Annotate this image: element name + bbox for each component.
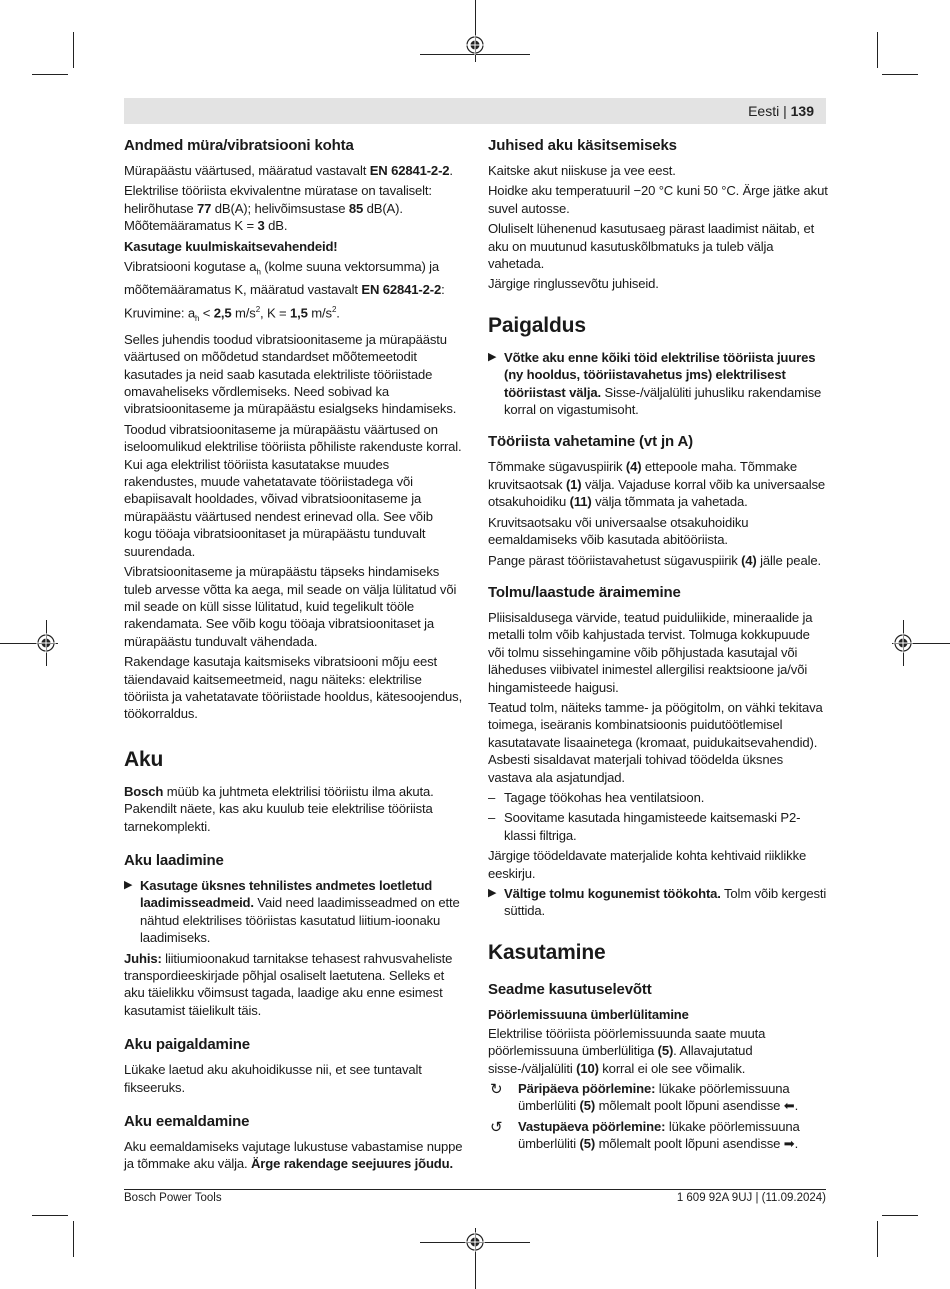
paragraph: Kruvimine: $a_h < 2,5$ $m/s^2$, K = 1,5 $m/s^2$. [124, 305, 340, 324]
paragraph: Elektrilise tööriista ekvivalentne müratase on tavaliselt: helirõhutase 77 dB(A); helivõimsustase 85 dB(A). Mõõtemääramatus K = 3 dB. [124, 183, 432, 234]
paragraph: Rakendage kasutaja kaitsmiseks vibratsiooni mõju eest täiendavaid kaitsemeetmeid, nagu näiteks: elektrilise tööriista ja vahetatavate tööriistade hooldus, kätesoojendus, töökorraldus. [124, 654, 463, 722]
chapter-title-kasutamine: Kasutamine [488, 940, 606, 964]
section-title-kasitsemine: Juhised aku käsitsemiseks [488, 137, 677, 154]
footer-brand: Bosch Power Tools [124, 1192, 222, 1204]
registration-mark-icon [36, 633, 56, 653]
crop-mark [877, 32, 878, 68]
paragraph: Pliisisaldusega värvide, teatud puiduliikide, mineraalide ja metalli tolm võib kahjustada tervist. Tolmuga kokkupuude või tolmu sissehingamine võib põhjustada kasutajal või läheduses viibivatel inimestel allergilisi reaktsioone ja/või hingamisteede haigusi. [488, 609, 813, 695]
chapter-title-aku: Aku [124, 747, 164, 771]
paragraph: Pange pärast tööriistavahetust sügavuspiirik (4) jälle peale. [488, 552, 821, 568]
paragraph: Järgige ringlussevõtu juhiseid. [488, 276, 659, 292]
page-number: 139 [790, 103, 814, 119]
crop-mark [32, 74, 68, 75]
crop-mark [882, 1215, 918, 1216]
paragraph: Vibratsioonitaseme ja mürapäästu täpseks hindamiseks tuleb arvesse võtta ka aega, mil seade on välja lülitatud või mil seade on küll sisse lülitatud, kuid tegelikult tööle rakendamata. See võib kogu tööaja vibratsioonitaset ja mürapäästu tunduvalt vähendada. [124, 564, 457, 649]
section-aku-laadimine [124, 851, 464, 1019]
paragraph: Tõmmake sügavuspiirik (4) ettepoole maha. Tõmmake kruvitsaotsak (1) välja. Vajaduse korral võib ka universaalse otsakuhoidiku (11) välja tõmmata ja vahetada. [488, 459, 826, 510]
counterclockwise-rotation-icon: ↺ [490, 1118, 503, 1136]
crop-mark [32, 1215, 68, 1216]
rotation-item-counterclockwise: ↺ Vastupäeva pöörlemine: lükake pöörlemissuuna ümberlüliti (5) mõlemalt poolt lõpuni asendisse ➡. [490, 1118, 800, 1152]
bullet-item: ▶ Vältige tolmu kogunemist töökohta. Tolm võib kergesti süttida. [488, 886, 827, 919]
paragraph: Teatud tolm, näiteks tamme- ja pöögitolm, on vähki tekitava toimega, iseäranis kombinatsioonis puidutöötlemisel kasutatavate lisaainetega (kromaat, puidukaitsevahendid). Asbesti sisaldavat materjali tohivad töödelda üksnes vastava ala asjatundjad. [488, 699, 823, 785]
rotation-item-clockwise: ↻ Päripäeva pöörlemine: lükake pöörlemissuuna ümberlüliti (5) mõlemalt poolt lõpuni asendisse ⬅. [490, 1081, 799, 1114]
paragraph: Lükake laetud aku akuhoidikusse nii, et see tuntavalt fikseeruks. [124, 1062, 422, 1095]
section-aku-paigaldamine [124, 1035, 464, 1096]
right-column [488, 136, 828, 1156]
crop-mark [877, 1221, 878, 1257]
warning-text: Kasutage kuulmiskaitsevahendeid! [124, 238, 338, 254]
bullet-item: ▶ Kasutage üksnes tehnilistes andmetes loetletud laadimisseadmeid. Vaid need laadimisseadmed on ette nähtud elektrilises tööriistas kasutatud liitium-ioonaku laadimiseks. [124, 877, 460, 946]
section-title: Tööriista vahetamine (vt jn A) [488, 433, 693, 451]
left-column [124, 136, 464, 1176]
header-bar [124, 98, 826, 124]
section-title: Tolmu/laastude äraimemine [488, 583, 681, 601]
section-aku-eemaldamine [124, 1112, 464, 1173]
arrow-right-icon: ➡ [783, 1136, 795, 1152]
paragraph: Oluliselt lühenenud kasutusaeg pärast laadimist näitab, et aku on muutunud kasutuskõlbmatuks ja tuleb välja vahetada. [488, 221, 815, 272]
arrow-left-icon: ⬅ [783, 1098, 795, 1114]
header-separator: | [779, 103, 791, 119]
paragraph: Elektrilise tööriista pöörlemissuunda saate muuta pöörlemissuuna ümberlülitiga (5). Allavajutatud sisse-/väljalüliti (10) korral ei ole see võimalik. [488, 1025, 766, 1076]
section-title: Aku paigaldamine [124, 1036, 250, 1054]
paragraph: Selles juhendis toodud vibratsioonitaseme ja mürapäästu väärtused on mõõdetud standardset mõõtemeetodit kasutades ja neid saab kasutada elektriliste tööriistade omavaheliseks võrdlemiseks. Need sobivad ka vibratsioonitaseme ja mürapäästu esialgseks hindamiseks. [124, 331, 457, 417]
page-header [748, 103, 814, 119]
header-language: Eesti [748, 103, 780, 119]
paragraph: Toodud vibratsioonitaseme ja mürapäästu väärtused on iseloomulikud elektrilise tööriista põhiliste rakenduste korral. Kui aga elektrilist tööriista kasutatakse muudes rakendustes, muude vahetatavate tööriistadega või ebapiisavalt hooldades, võivad vibratsioonitaseme ja mürapäästu väärtused nendest erinevad olla. See võib kogu tööaja vibratsioonitaset ja mürapäästu tunduvalt suurendada. [124, 421, 462, 559]
note-paragraph: Juhis: liitiumioonakud tarnitakse tehasest rahvusvaheliste transpordieeskirjade põhjal osaliselt laetutena. Selleks et aku täielikku võimsust tagada, laadige aku enne esimest kasutamist täielikult täis. [124, 950, 453, 1018]
clockwise-rotation-icon: ↻ [490, 1081, 503, 1099]
crop-mark [882, 74, 918, 75]
section-title: Seadme kasutuselevõtt [488, 980, 652, 998]
triangle-bullet-icon: ▶ [488, 887, 497, 899]
paragraph: Aku eemaldamiseks vajutage lukustuse vabastamise nuppe ja tõmmake aku välja. Ärge rakendage seejuures jõudu. [124, 1139, 463, 1172]
crop-mark [73, 1221, 74, 1257]
triangle-bullet-icon: ▶ [124, 878, 133, 891]
paragraph: Mürapäästu väärtused, määratud vastavalt EN 62841-2-2. [124, 163, 453, 178]
dash-bullet: – [488, 789, 496, 805]
bullet-item: ▶ Võtke aku enne kõiki töid elektrilise tööriista juures (ny hooldus, tööriistavahetus jms) elektrilisest tööriistast välja. Sisse-/väljalüliti juhusliku rakendamise korral on vigastumisoht. [488, 349, 822, 418]
paragraph: Kaitske akut niiskuse ja vee eest. [488, 163, 676, 178]
subsection-title: Pöörlemissuuna ümberlülitamine [488, 1006, 689, 1022]
paragraph: Kruvitsaotsaku või universaalse otsakuhoidiku eemaldamiseks võib kasutada abitööriista. [488, 514, 749, 548]
registration-mark-icon [893, 633, 913, 653]
section-title: Aku laadimine [124, 851, 224, 869]
section-vahetamine [488, 432, 828, 568]
paragraph: Hoidke aku temperatuuril −20 °C kuni 50 °C. Ärge jätke akut suvel autosse. [488, 183, 828, 216]
dash-item: – Soovitame kasutada hingamisteede kaitsemaski P2-klassi filtriga. [488, 810, 801, 843]
dash-bullet: – [488, 810, 496, 826]
section-title: Aku eemaldamine [124, 1113, 250, 1131]
footer-rule [124, 1189, 826, 1190]
paragraph: Vibratsiooni kogutase $a_h$ (kolme suuna vektorsumma) ja mõõtemääramatus K, määratud vastavalt EN 62841-2-2: [124, 259, 445, 298]
chapter-title-paigaldus: Paigaldus [488, 313, 586, 337]
footer-doc-id: 1 609 92A 9UJ | (11.09.2024) [676, 1192, 826, 1204]
registration-mark-icon [465, 35, 485, 55]
paragraph: Järgige töödeldavate materjalide kohta kehtivaid riiklikke eeskirju. [488, 848, 807, 881]
dash-item: – Tagage töökohas hea ventilatsioon. [488, 789, 705, 805]
section-title-noise: Andmed müra/vibratsiooni kohta [124, 137, 354, 154]
triangle-bullet-icon: ▶ [488, 350, 497, 363]
crop-mark [73, 32, 74, 68]
registration-mark-icon [465, 1232, 485, 1252]
section-tolm [488, 583, 828, 920]
paragraph: Bosch müüb ka juhtmeta elektrilisi tööriistu ilma akuta. Pakendilt näete, kas aku kuulub teie elektrilise tööriista tarnekomplekti. [124, 783, 434, 834]
